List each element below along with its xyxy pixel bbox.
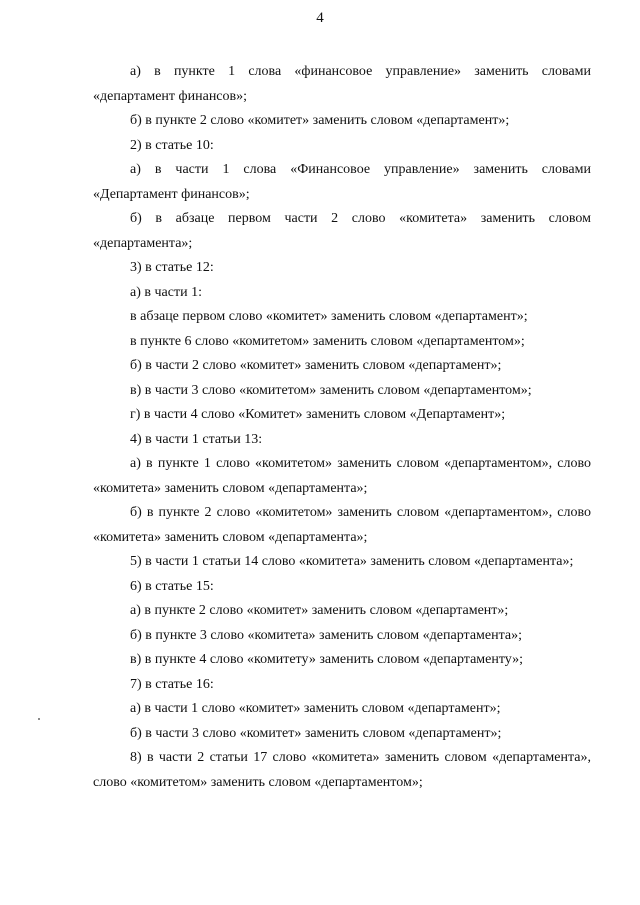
paragraph: б) в пункте 2 слово «комитет» заменить словом «департамент»; — [130, 113, 510, 128]
paragraph: а) в части 1: — [130, 284, 202, 300]
paragraph: б) в пункте 3 слово «комитета» заменить словом «департамента»; — [130, 627, 522, 643]
paragraph: а) в пункте 1 слово «комитетом» заменить словом «департаментом», слово «комитета» заменить словом «департамента»; — [93, 456, 591, 496]
paragraph: в пункте 6 слово «комитетом» заменить словом «департаментом»; — [130, 333, 525, 349]
paragraph: 5) в части 1 статьи 14 слово «комитета» заменить словом «департамента»; — [130, 554, 574, 569]
paragraph: 3) в статье 12: — [130, 260, 214, 275]
paragraph: а) в части 1 слово «комитет» заменить словом «департамент»; — [130, 701, 501, 716]
page-number: 4 — [316, 10, 324, 26]
paragraph: в) в части 3 слово «комитетом» заменить словом «департаментом»; — [130, 382, 532, 398]
paragraph: а) в пункте 1 слова «финансовое управление» заменить словами «департамент финансов»; — [93, 64, 591, 104]
paragraph: в абзаце первом слово «комитет» заменить словом «департамент»; — [130, 309, 528, 324]
paragraph: б) в части 3 слово «комитет» заменить словом «департамент»; — [130, 725, 502, 741]
paragraph: 7) в статье 16: — [130, 676, 214, 692]
paragraph: 8) в части 2 статьи 17 слово «комитета» заменить словом «департамента», слово «комитетом» заменить словом «департаментом»; — [93, 750, 591, 790]
document-body — [93, 60, 591, 795]
paragraph: а) в части 1 слова «Финансовое управление» заменить словами «Департамент финансов»; — [93, 162, 591, 202]
paragraph: 2) в статье 10: — [130, 137, 214, 153]
paragraph: б) в абзаце первом части 2 слово «комитета» заменить словом «департамента»; — [93, 211, 591, 251]
paragraph: г) в части 4 слово «Комитет» заменить словом «Департамент»; — [130, 407, 506, 422]
paragraph: 4) в части 1 статьи 13: — [130, 431, 263, 447]
paragraph: 6) в статье 15: — [130, 578, 214, 594]
margin-mark — [38, 718, 40, 720]
paragraph: а) в пункте 2 слово «комитет» заменить словом «департамент»; — [130, 603, 509, 618]
paragraph: в) в пункте 4 слово «комитету» заменить словом «департаменту»; — [130, 652, 524, 667]
paragraph: б) в пункте 2 слово «комитетом» заменить словом «департаментом», слово «комитета» заменить словом «департамента»; — [93, 505, 591, 545]
paragraph: б) в части 2 слово «комитет» заменить словом «департамент»; — [130, 358, 502, 373]
